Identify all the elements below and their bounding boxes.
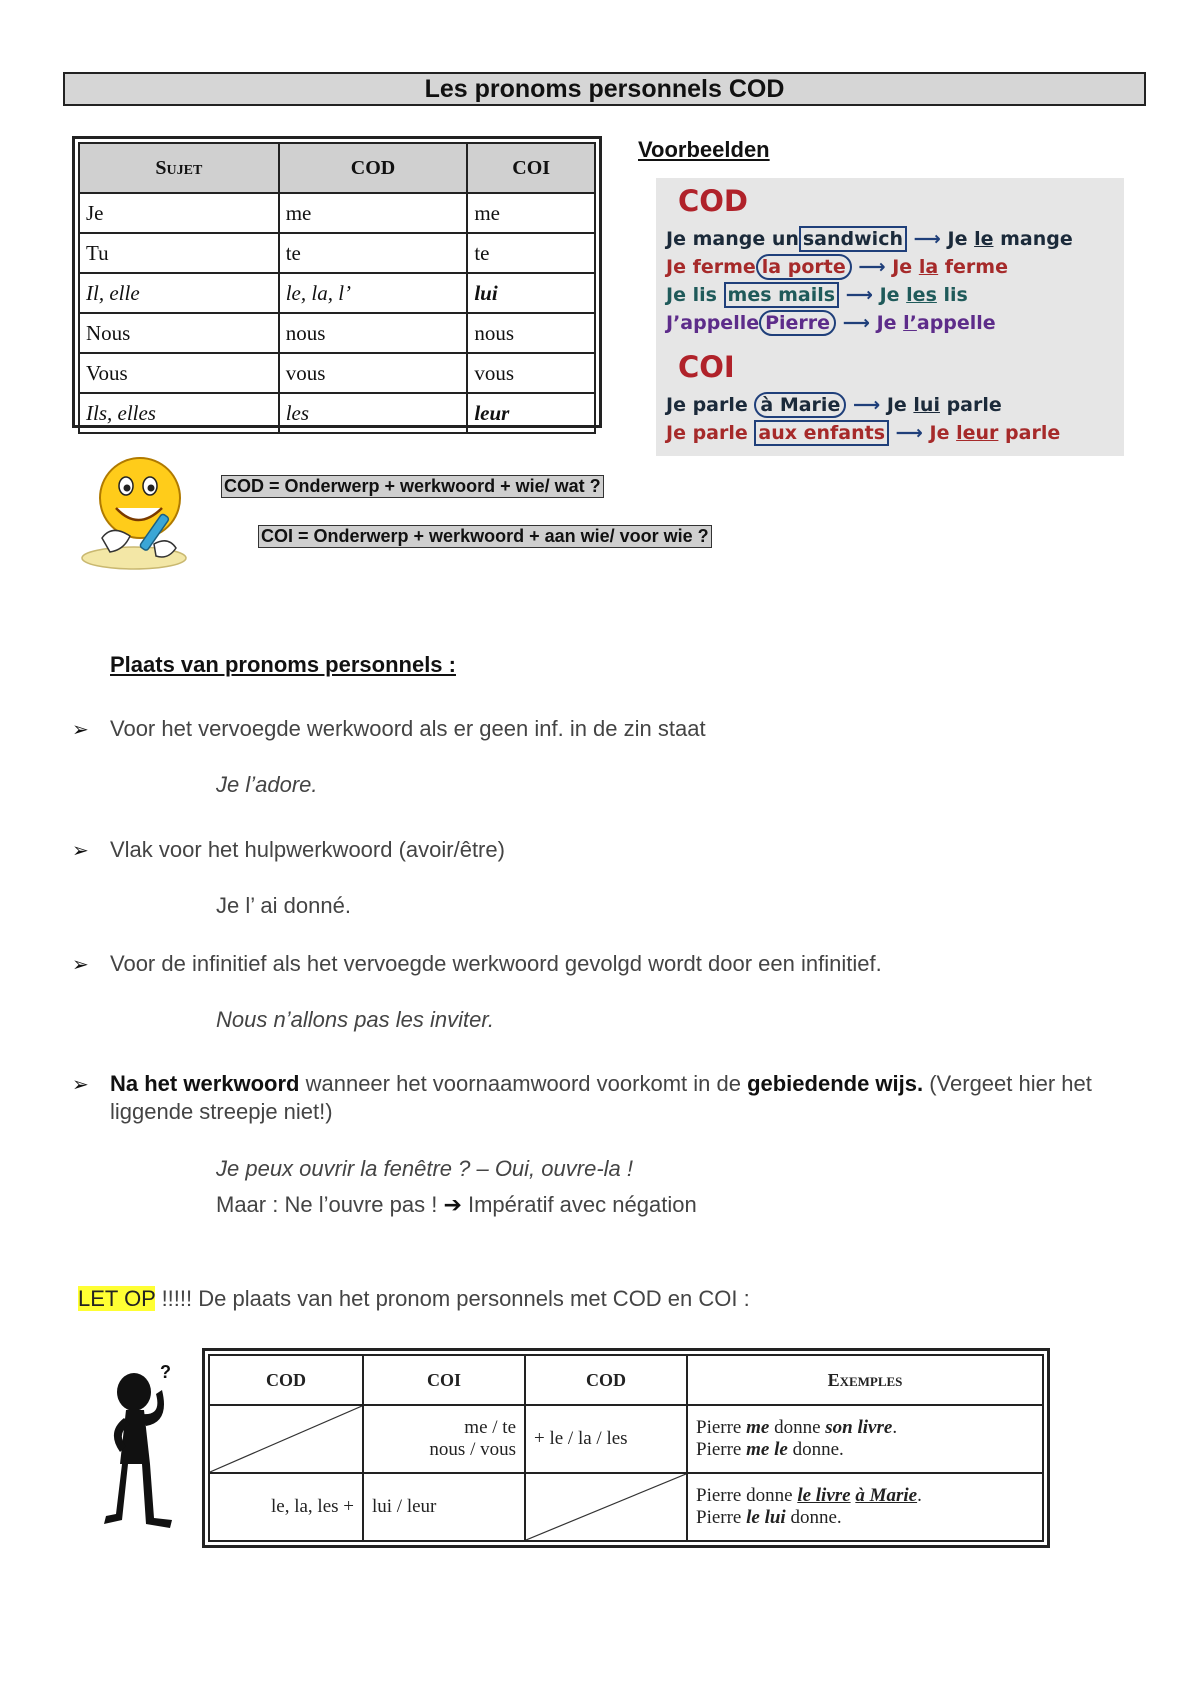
example-pronoun: la [918,256,939,278]
example-result: Je [879,284,907,306]
header-coi: COI [363,1355,525,1405]
table-cell: Je [79,193,279,233]
example-part: donne. [787,1439,844,1460]
example-result: Je [929,422,957,444]
example-line [696,1507,1034,1529]
empty-cell-diagonal [525,1473,687,1541]
placement-title: Plaats van pronoms personnels : [110,652,456,677]
empty-cell-diagonal [209,1405,363,1473]
example-part: me [746,1417,770,1438]
let-op-highlight: LET OP [78,1286,156,1311]
coi-rule: COI = Onderwerp + werkwoord + aan wie/ voor wie ? [258,525,712,548]
table-cell: les [279,393,468,433]
example-part: . [892,1417,898,1438]
example-subject: Je parle [666,422,748,444]
table-cell: lui [467,273,595,313]
smiley-writing-icon [72,452,207,572]
example-line [696,1417,1034,1439]
placement-rule-1: Voor het vervoegde werkwoord als er geen inf. in de zin staat [110,716,706,741]
example-result-end: lis [936,284,968,306]
example-result-end: mange [993,228,1073,250]
header-cod: COD [525,1355,687,1405]
example-result: Je [892,256,919,278]
example-subject: Je lis [666,284,717,306]
placement-example-2: Je l’ ai donné. [216,893,351,918]
table-cell: le, la, l’ [279,273,468,313]
example-row [666,228,1073,250]
example-result: Je [947,228,975,250]
placement-rule-3: Voor de infinitief als het vervoegde werkwoord gevolgd wordt door een infinitief. [110,951,882,976]
table-cell: vous [279,353,468,393]
header-exemples: Exemples [687,1355,1043,1405]
table-cell: nous [279,313,468,353]
example-result-end: parle [998,422,1061,444]
example-pronoun: l’ [903,312,917,334]
right-arrow-icon: ➔ [443,1192,462,1217]
rule-text: wanneer het voornaamwoord voorkomt in de [299,1071,748,1096]
example-result-end: appelle [916,312,996,334]
example-result: Je [886,394,914,416]
example-pronoun: le [974,228,994,250]
examples-panel [656,178,1124,456]
example-part: me le [746,1439,788,1460]
arrow-icon: ⟶ [913,228,941,250]
svg-text:?: ? [160,1362,171,1382]
cell-line: nous / vous [429,1439,516,1460]
example-part: Pierre [696,1507,747,1528]
example-subject: Je parle [666,394,748,416]
table-cell: Nous [79,313,279,353]
example-part: Pierre [696,1417,747,1438]
table-cell: nous [467,313,595,353]
example-row [666,312,996,334]
example-row [666,422,1060,444]
example-subject: J’appelle [666,312,760,334]
arrow-icon: ⟶ [845,284,873,306]
table-cell: Ils, elles [79,393,279,433]
table-cell: leur [467,393,595,433]
bullet-arrow-icon: ➢ [72,954,89,976]
header-sujet: Sujet [79,143,279,193]
example-part: donne. [785,1507,842,1528]
example-pronoun: lui [913,394,940,416]
table-cell: le, la, les + [209,1473,363,1541]
bullet-arrow-icon: ➢ [72,719,89,741]
example-text: Impératif avec négation [461,1192,697,1217]
example-line [696,1485,1034,1507]
example-subject: Je mange un [666,228,799,250]
arrow-icon: ⟶ [895,422,923,444]
example-row [666,256,1008,278]
table-cell: me [279,193,468,233]
table-cell: Tu [79,233,279,273]
table-cell: te [467,233,595,273]
example-result-end: ferme [938,256,1008,278]
example-text: Maar : Ne l’ouvre pas ! [216,1192,444,1217]
page-title: Les pronoms personnels COD [63,72,1146,106]
cell-line: me / te [464,1417,516,1438]
example-object: mes mails [724,282,840,308]
arrow-icon: ⟶ [858,256,886,278]
example-pronoun: leur [956,422,999,444]
rule-text: (Vergeet hier het liggende streepje niet!) [110,1071,1092,1124]
table-cell: me [467,193,595,233]
thinking-figure-icon [98,1360,180,1532]
example-part: . [917,1485,922,1506]
example-object: la porte [756,254,852,280]
table-cell: vous [467,353,595,393]
cod-heading: COD [678,184,749,218]
example-result-end: parle [939,394,1002,416]
example-result: Je [876,312,904,334]
table-cell: lui / leur [363,1473,525,1541]
example-object: Pierre [759,310,836,336]
example-subject: Je ferme [666,256,756,278]
placement-example-3: Nous n’allons pas les inviter. [216,1007,494,1032]
arrow-icon: ⟶ [852,394,881,416]
example-cell [687,1473,1043,1541]
example-part: le lui [746,1507,786,1528]
example-part: à Marie [855,1485,918,1506]
table-cell: Vous [79,353,279,393]
let-op-text: !!!!! De plaats van het pronom personnels met COD en COI : [155,1286,750,1311]
table-cell: te [279,233,468,273]
bullet-arrow-icon: ➢ [72,840,89,862]
example-line [696,1439,1034,1461]
placement-example-5 [216,1192,697,1218]
example-object: aux enfants [754,420,889,446]
arrow-icon: ⟶ [842,312,870,334]
coi-heading: COI [678,350,735,384]
example-row [666,284,968,306]
emphasis-text: Na het werkwoord [110,1071,300,1096]
bullet-arrow-icon: ➢ [72,1074,89,1096]
header-cod: COD [209,1355,363,1405]
example-part: Pierre donne [696,1485,798,1506]
cod-rule: COD = Onderwerp + werkwoord + wie/ wat ? [221,475,604,498]
example-row [666,394,1002,416]
let-op-note [78,1286,750,1312]
header-cod: COD [279,143,468,193]
placement-rule-4 [110,1070,1130,1126]
placement-example-1: Je l’adore. [216,772,318,797]
header-coi: COI [467,143,595,193]
example-part: le livre [797,1485,851,1506]
table-cell: + le / la / les [525,1405,687,1473]
order-table [202,1348,1050,1548]
table-cell: Il, elle [79,273,279,313]
example-object: à Marie [754,392,846,418]
pronoun-table [72,136,602,428]
emphasis-text: gebiedende wijs. [747,1071,924,1096]
placement-example-4: Je peux ouvrir la fenêtre ? – Oui, ouvre-la ! [216,1156,633,1181]
example-cell [687,1405,1043,1473]
example-part: son livre [825,1417,893,1438]
example-part: donne [769,1417,826,1438]
voorbeelden-label: Voorbeelden [638,137,770,162]
example-object: sandwich [799,226,907,252]
example-pronoun: les [906,284,937,306]
example-part: Pierre [696,1439,747,1460]
table-cell [363,1405,525,1473]
placement-rule-2: Vlak voor het hulpwerkwoord (avoir/être) [110,837,505,862]
